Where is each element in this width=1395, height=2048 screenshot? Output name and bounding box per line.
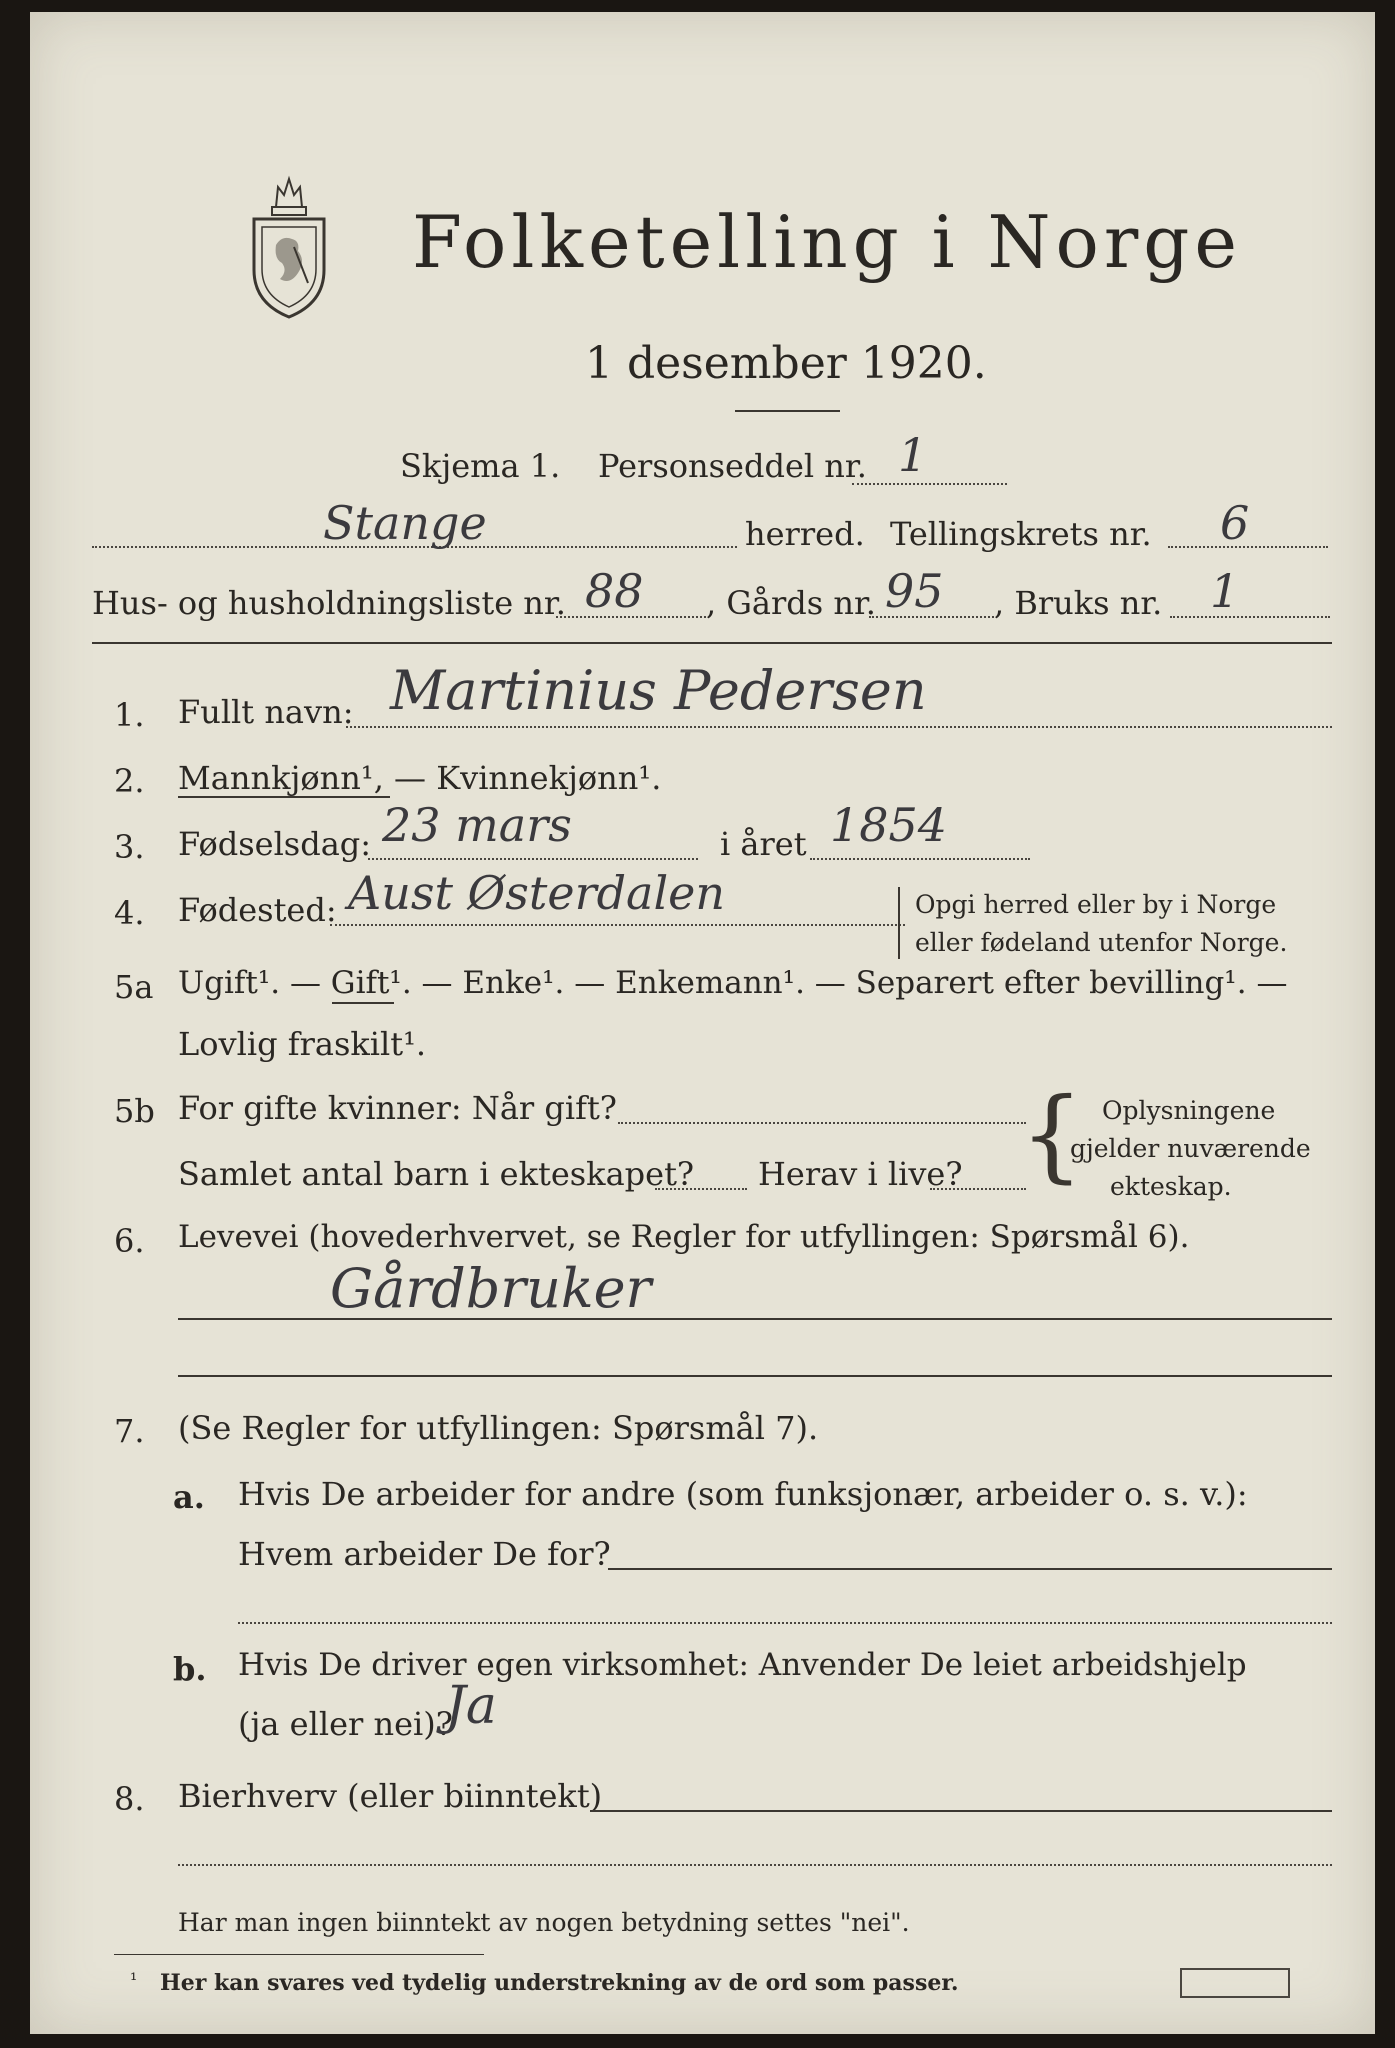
q4-number: 4. (114, 894, 145, 932)
q2-underline-mannkjonn (178, 796, 390, 798)
q5b-brace: { (1020, 1076, 1084, 1193)
hus-label: Hus- og husholdningsliste nr. (92, 584, 566, 622)
q4-label: Fødested: (178, 891, 337, 929)
q8-line (590, 1810, 1332, 1812)
census-form (30, 12, 1375, 2034)
q7b-value: Ja (445, 1676, 497, 1736)
q3-line (368, 858, 698, 860)
q5b-label1: For gifte kvinner: Når gift? (178, 1089, 617, 1127)
bruks-line (1170, 616, 1330, 618)
q4-note-bracket (898, 887, 900, 959)
bruks-value: 1 (1210, 564, 1240, 618)
footnote-text: Her kan svares ved tydelig understrekning av de ord som passer. (160, 1970, 959, 1996)
footer-separator (114, 1954, 484, 1955)
schema-label: Skjema 1. (400, 447, 561, 485)
q7b-label1: Hvis De driver egen virksomhet: Anvender De leiet arbeidshjelp (238, 1647, 1247, 1683)
q5b-alive-line (930, 1188, 1026, 1190)
q5b-note3: ekteskap. (1110, 1172, 1232, 1201)
q7-number: 7. (114, 1412, 145, 1450)
gards-value: 95 (885, 564, 944, 618)
q7a-extra-line (238, 1622, 1332, 1624)
q4-line (330, 924, 905, 926)
q5b-note1: Oplysningene (1102, 1096, 1276, 1125)
q1-line (346, 726, 1332, 728)
q5b-number: 5b (114, 1092, 155, 1130)
q7-label: (Se Regler for utfyllingen: Spørsmål 7). (178, 1409, 819, 1447)
form-title: Folketelling i Norge (412, 200, 1242, 284)
q3-date-value: 23 mars (382, 798, 572, 852)
header-separator (92, 642, 1332, 644)
q2-number: 2. (114, 762, 145, 800)
q3-year-line (810, 858, 1030, 860)
census-date: 1 desember 1920. (585, 338, 987, 389)
q6-line2 (178, 1375, 1332, 1377)
q6-label: Levevei (hovederhvervet, se Regler for utfyllingen: Spørsmål 6). (178, 1219, 1190, 1255)
q8-extra-line (178, 1864, 1332, 1866)
q6-number: 6. (114, 1222, 145, 1260)
hus-value: 88 (585, 564, 644, 618)
footnote-mark: ¹ (130, 1970, 138, 1991)
q5b-label2: Samlet antal barn i ekteskapet? (178, 1155, 695, 1193)
q5b-married-line (618, 1122, 1026, 1124)
q4-note-line2: eller fødeland utenfor Norge. (915, 928, 1288, 957)
personseddel-label: Personseddel nr. (598, 447, 867, 485)
q2-label: Mannkjønn¹, — Kvinnekjønn¹. (178, 759, 662, 797)
q7b-letter: b. (173, 1650, 207, 1688)
footer-note: Har man ingen biinntekt av nogen betydning settes "nei". (178, 1908, 910, 1937)
q5a-underline-gift (332, 1002, 394, 1004)
q3-number: 3. (114, 828, 145, 866)
tellingskrets-value: 6 (1220, 496, 1250, 550)
personseddel-line (852, 483, 1007, 485)
q7a-label1: Hvis De arbeider for andre (som funksjonær, arbeider o. s. v.): (238, 1475, 1248, 1513)
tellingskrets-label: Tellingskrets nr. (890, 515, 1152, 553)
title-divider (735, 410, 840, 412)
q7a-label2: Hvem arbeider De for? (238, 1535, 611, 1573)
bruks-label: , Bruks nr. (994, 584, 1163, 622)
q4-birthplace-value: Aust Østerdalen (348, 866, 726, 920)
herred-value: Stange (323, 496, 487, 550)
q6-line1 (178, 1318, 1332, 1320)
q3-year-value: 1854 (830, 798, 948, 852)
q5b-label3: Herav i live? (758, 1155, 963, 1193)
q1-name-value: Martinius Pedersen (390, 659, 927, 722)
q5a-label: Ugift¹. — Gift¹. — Enke¹. — Enkemann¹. — Separert efter bevilling¹. — (178, 965, 1288, 1001)
q7a-employer-line (608, 1568, 1332, 1570)
q7a-letter: a. (173, 1478, 205, 1516)
q1-label: Fullt navn: (178, 693, 354, 731)
printer-stamp (1180, 1968, 1290, 1998)
q3-label: Fødselsdag: (178, 825, 372, 863)
q5a-label-line2: Lovlig fraskilt¹. (178, 1025, 427, 1063)
personseddel-value: 1 (898, 428, 928, 482)
q7b-label2: (ja eller nei)? (238, 1705, 453, 1743)
q4-note-line1: Opgi herred eller by i Norge (915, 890, 1277, 919)
herred-label: herred. (745, 515, 865, 553)
q5b-children-line (655, 1188, 747, 1190)
gards-label: , Gårds nr. (706, 584, 876, 622)
coat-of-arms-emblem (248, 175, 330, 320)
q3-year-label: i året (720, 825, 807, 863)
q5a-number: 5a (114, 968, 154, 1006)
q5b-note2: gjelder nuværende (1070, 1134, 1311, 1163)
q1-number: 1. (114, 696, 145, 734)
q8-number: 8. (114, 1780, 145, 1818)
q6-occupation-value: Gårdbruker (330, 1257, 652, 1320)
q8-label: Bierhverv (eller biinntekt) (178, 1777, 603, 1815)
